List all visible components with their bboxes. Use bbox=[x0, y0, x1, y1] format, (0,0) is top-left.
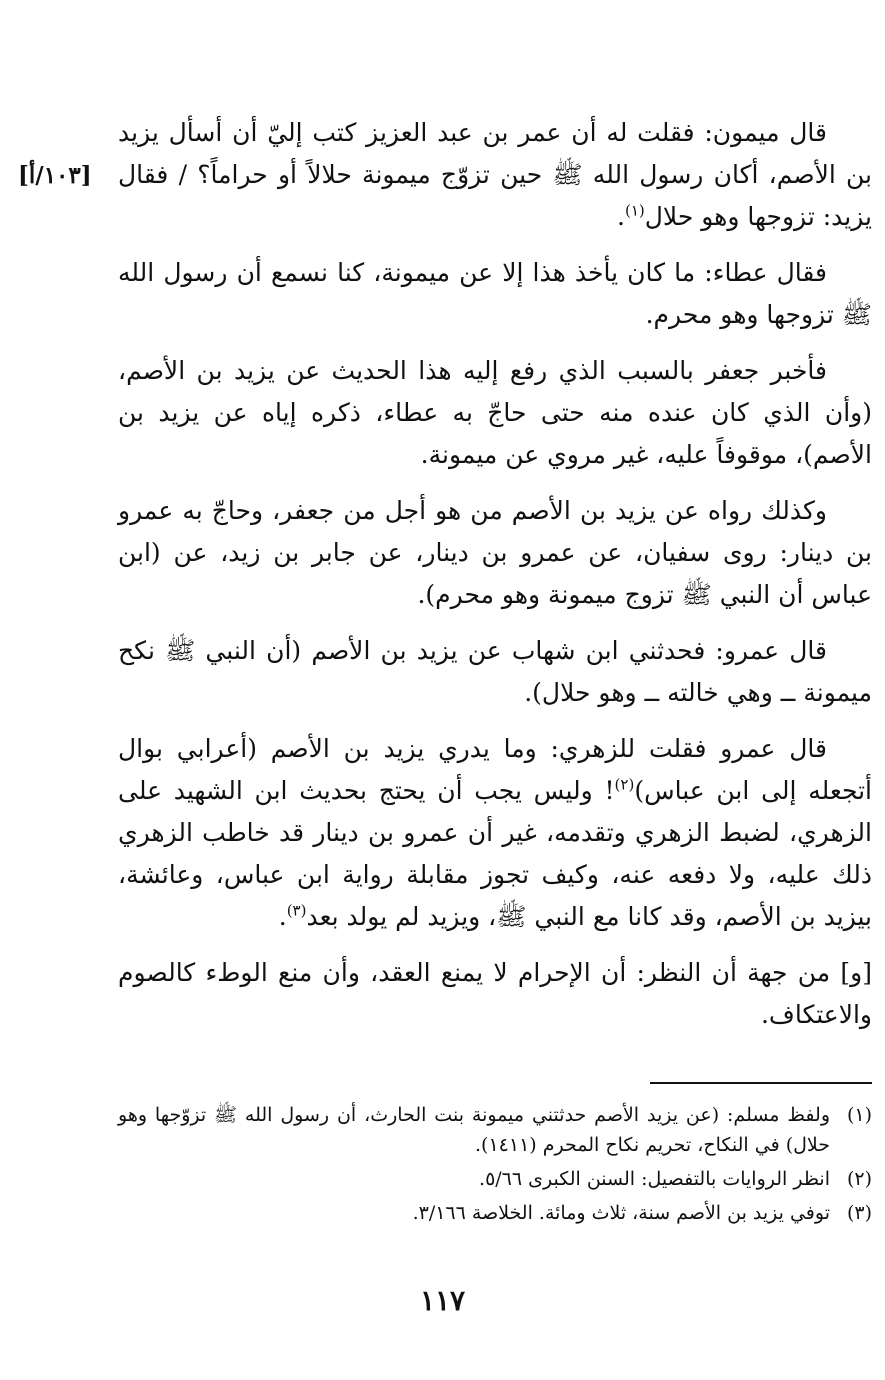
footnote-marker-1[interactable]: (١) bbox=[624, 201, 645, 220]
paragraph-3: فأخبر جعفر بالسبب الذي رفع إليه هذا الحديث عن يزيد بن الأصم، (وأن الذي كان عنده منه حتى حاجّ به عطاء، ذكره إياه عن يزيد بن الأصم)، موقوفاً عليه، غير مروي عن ميمونة. bbox=[118, 356, 872, 469]
paragraph-5: قال عمرو: فحدثني ابن شهاب عن يزيد بن الأصم (أن النبي ﷺ نكح ميمونة ــ وهي خالته ــ وهو حلال). bbox=[118, 636, 872, 707]
footnote-1-number: (١) bbox=[846, 1104, 872, 1126]
paragraph-1 bbox=[118, 112, 872, 238]
paragraph-6-text: قال عمرو فقلت للزهري: وما يدري يزيد بن الأصم (أعرابي بوال أتجعله إلى ابن عباس) bbox=[118, 734, 872, 805]
footnote-3-text: توفي يزيد بن الأصم سنة، ثلاث ومائة. الخلاصة ٣/١٦٦. bbox=[412, 1202, 830, 1224]
footnote-marker-3[interactable]: (٣) bbox=[286, 901, 307, 920]
footnote-1-text: ولفظ مسلم: (عن يزيد الأصم حدثتني ميمونة بنت الحارث، أن رسول الله ﷺ تزوّجها وهو حلال) في النكاح، تحريم نكاح المحرم (١٤١١). bbox=[118, 1104, 830, 1156]
paragraph-6 bbox=[118, 728, 872, 938]
paragraph-6-middle: ! وليس يجب أن يحتج بحديث ابن الشهيد على الزهري، لضبط الزهري وتقدمه، غير أن عمرو بن دينار قد خاطب الزهري ذلك عليه، ولا دفعه عنه، وكيف تجوز مقابلة رواية ابن عباس، وعائشة، بيزيد بن الأصم، وقد كانا مع النبي ﷺ، ويزيد لم يولد بعد bbox=[118, 776, 872, 931]
footnote-3-number: (٣) bbox=[846, 1202, 872, 1224]
paragraph-4: وكذلك رواه عن يزيد بن الأصم من هو أجل من جعفر، وحاجّ به عمرو بن دينار: روى سفيان، عن عمرو بن دينار، عن جابر بن زيد، عن (ابن عباس أن النبي ﷺ تزوج ميمونة وهو محرم). bbox=[118, 496, 872, 609]
paragraph-1-text: قال ميمون: فقلت له أن عمر بن عبد العزيز كتب إليّ أن أسأل يزيد بن الأصم، أكان رسول الله ﷺ حين تزوّج ميمونة حلالاً أو حراماً؟ / فقال يزيد: تزوجها وهو حلال bbox=[118, 118, 872, 231]
paragraph-7: [و] من جهة أن النظر: أن الإحرام لا يمنع العقد، وأن منع الوطء كالصوم والاعتكاف. bbox=[118, 958, 872, 1029]
footnote-2-text: انظر الروايات بالتفصيل: السنن الكبرى ٥/٦٦. bbox=[479, 1168, 830, 1190]
paragraph-1-tail: . bbox=[617, 202, 625, 231]
paragraph-6-tail: . bbox=[278, 902, 287, 931]
footnotes bbox=[118, 1100, 872, 1232]
footnote-2-number: (٢) bbox=[846, 1168, 872, 1190]
footnote-3 bbox=[118, 1198, 872, 1228]
page-number: ١١٧ bbox=[419, 1284, 466, 1317]
footnote-marker-2[interactable]: (٢) bbox=[614, 775, 635, 794]
paragraph-2: فقال عطاء: ما كان يأخذ هذا إلا عن ميمونة، كنا نسمع أن رسول الله ﷺ تزوجها وهو محرم. bbox=[118, 258, 872, 329]
footnote-2 bbox=[118, 1164, 872, 1194]
main-text bbox=[118, 112, 872, 1050]
manuscript-folio-ref: [١٠٣/أ] bbox=[18, 162, 92, 189]
footnote-separator bbox=[650, 1082, 872, 1084]
footnote-1 bbox=[118, 1100, 872, 1160]
